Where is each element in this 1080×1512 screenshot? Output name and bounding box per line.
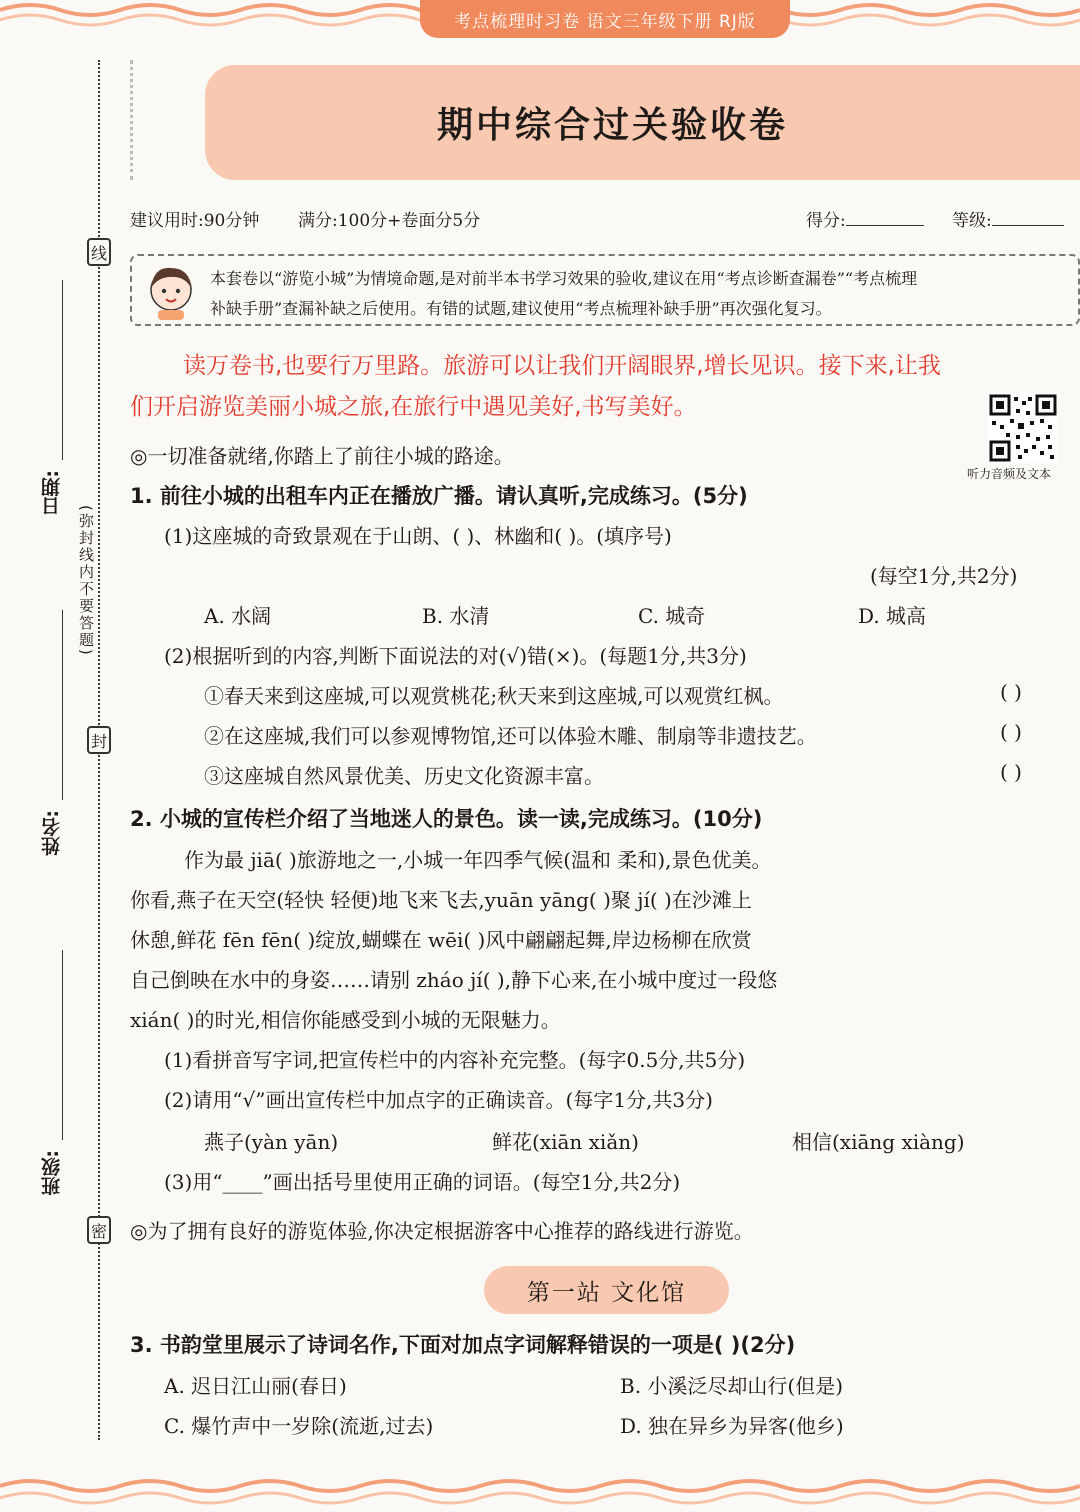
q1-item-2: ②在这座城,我们可以参观博物馆,还可以体验木雕、制扇等非遗技艺。	[204, 724, 817, 748]
full-score: 满分:100分+卷面分5分	[298, 211, 481, 231]
q2-pinyin-1: 燕子(yàn yān)	[204, 1130, 339, 1154]
q2-title: 2. 小城的宣传栏介绍了当地迷人的景色。读一读,完成练习。(10分)	[130, 807, 763, 831]
binding-tag-top: 线	[87, 238, 111, 266]
q1-item-1-answer[interactable]: ( )	[1000, 680, 1022, 704]
q1-option-c: C. 城奇	[638, 604, 706, 628]
q3-option-c: C. 爆竹声中一岁除(流逝,过去)	[164, 1414, 434, 1438]
q2-pinyin-2: 鲜花(xiān xiǎn)	[492, 1130, 639, 1154]
binding-tag-mid: 封	[87, 726, 111, 754]
red-intro-line-2: 们开启游览美丽小城之旅,在旅行中遇见美好,书写美好。	[130, 394, 697, 420]
class-label: 班级:	[41, 1150, 63, 1196]
q2-passage-line-5: xián( )的时光,相信你能感受到小城的无限魅力。	[130, 1008, 561, 1032]
q1-sub2: (2)根据听到的内容,判断下面说法的对(√)错(×)。(每题1分,共3分)	[164, 644, 747, 668]
q2-sub2: (2)请用“√”画出宣传栏中加点字的正确读音。(每字1分,共3分)	[164, 1088, 713, 1112]
class-line	[62, 950, 63, 1140]
q1-title: 1. 前往小城的出租车内正在播放广播。请认真听,完成练习。(5分)	[130, 484, 748, 508]
station-badge: 第一站 文化馆	[484, 1266, 729, 1314]
date-line	[62, 280, 63, 460]
section-1-intro: ◎一切准备就绪,你踏上了前往小城的路途。	[130, 444, 514, 468]
q2-pinyin-3: 相信(xiāng xiàng)	[792, 1130, 965, 1154]
q1-sub1: (1)这座城的奇致景观在于山朗、( )、林幽和( )。(填序号)	[164, 524, 672, 548]
section-2-intro: ◎为了拥有良好的游览体验,你决定根据游客中心推荐的路线进行游览。	[130, 1219, 754, 1243]
name-line	[62, 610, 63, 800]
name-label: 姓名:	[41, 810, 63, 856]
q1-item-1: ①春天来到这座城,可以观赏桃花;秋天来到这座城,可以观赏红枫。	[204, 684, 784, 708]
q2-passage-line-3: 休憩,鲜花 fēn fēn( )绽放,蝴蝶在 wēi( )风中翩翩起舞,岸边杨柳在欣赏	[130, 928, 752, 952]
intro-line-2: 补缺手册”查漏补缺之后使用。有错的试题,建议使用“考点梳理补缺手册”再次强化复习。	[210, 299, 832, 318]
qr-code-icon[interactable]	[988, 393, 1058, 463]
decorative-spiral	[130, 60, 170, 180]
book-header-tab: 考点梳理时习卷 语文三年级下册 RJ版	[420, 0, 790, 38]
grade-field[interactable]	[952, 206, 1064, 231]
bottom-wave-border	[0, 1472, 1080, 1512]
page-title: 期中综合过关验收卷	[436, 105, 788, 146]
q2-passage-line-2: 你看,燕子在天空(轻快 轻便)地飞来飞去,yuān yāng( )聚 jí( )在沙滩上	[130, 888, 752, 912]
girl-avatar-icon	[140, 260, 202, 322]
q2-passage-line-4: 自己倒映在水中的身姿……请别 zháo jí( ),静下心来,在小城中度过一段悠	[130, 968, 778, 992]
red-intro-line-1: 读万卷书,也要行万里路。旅游可以让我们开阔眼界,增长见识。接下来,让我	[183, 353, 941, 379]
q1-option-b: B. 水清	[422, 604, 490, 628]
q1-item-2-answer[interactable]: ( )	[1000, 720, 1022, 744]
title-banner	[205, 65, 1080, 180]
score-field[interactable]	[806, 206, 924, 231]
grade-label: 等级:	[952, 211, 992, 231]
qr-caption: 听力音频及文本	[967, 467, 1052, 481]
q1-option-a: A. 水阔	[204, 604, 272, 628]
date-label: 日期:	[41, 470, 63, 516]
binding-tag-bottom: 密	[87, 1216, 111, 1244]
q2-sub3: (3)用“____”画出括号里使用正确的词语。(每空1分,共2分)	[164, 1170, 681, 1194]
q1-sub1-score: (每空1分,共2分)	[870, 564, 1018, 588]
q2-passage-line-1: 作为最 jiā( )旅游地之一,小城一年四季气候(温和 柔和),景色优美。	[184, 848, 772, 872]
intro-note-box	[130, 254, 1080, 326]
q1-option-d: D. 城高	[858, 604, 927, 628]
intro-line-1: 本套卷以“游览小城”为情境命题,是对前半本书学习效果的验收,建议在用“考点诊断查漏卷”“考点梳理	[210, 269, 918, 288]
score-label: 得分:	[806, 211, 846, 231]
time-suggestion: 建议用时:90分钟	[130, 211, 260, 231]
binding-note: (弥封线内不要答题)	[77, 505, 95, 657]
q2-sub1: (1)看拼音写字词,把宣传栏中的内容补充完整。(每字0.5分,共5分)	[164, 1048, 746, 1072]
q3-option-a: A. 迟日江山丽(春日)	[164, 1374, 347, 1398]
q3-title: 3. 书韵堂里展示了诗词名作,下面对加点字词解释错误的一项是( )(2分)	[130, 1333, 796, 1357]
q3-option-b: B. 小溪泛尽却山行(但是)	[620, 1374, 844, 1398]
q1-item-3: ③这座城自然风景优美、历史文化资源丰富。	[204, 764, 604, 788]
q3-option-d: D. 独在异乡为异客(他乡)	[620, 1414, 844, 1438]
q1-item-3-answer[interactable]: ( )	[1000, 760, 1022, 784]
